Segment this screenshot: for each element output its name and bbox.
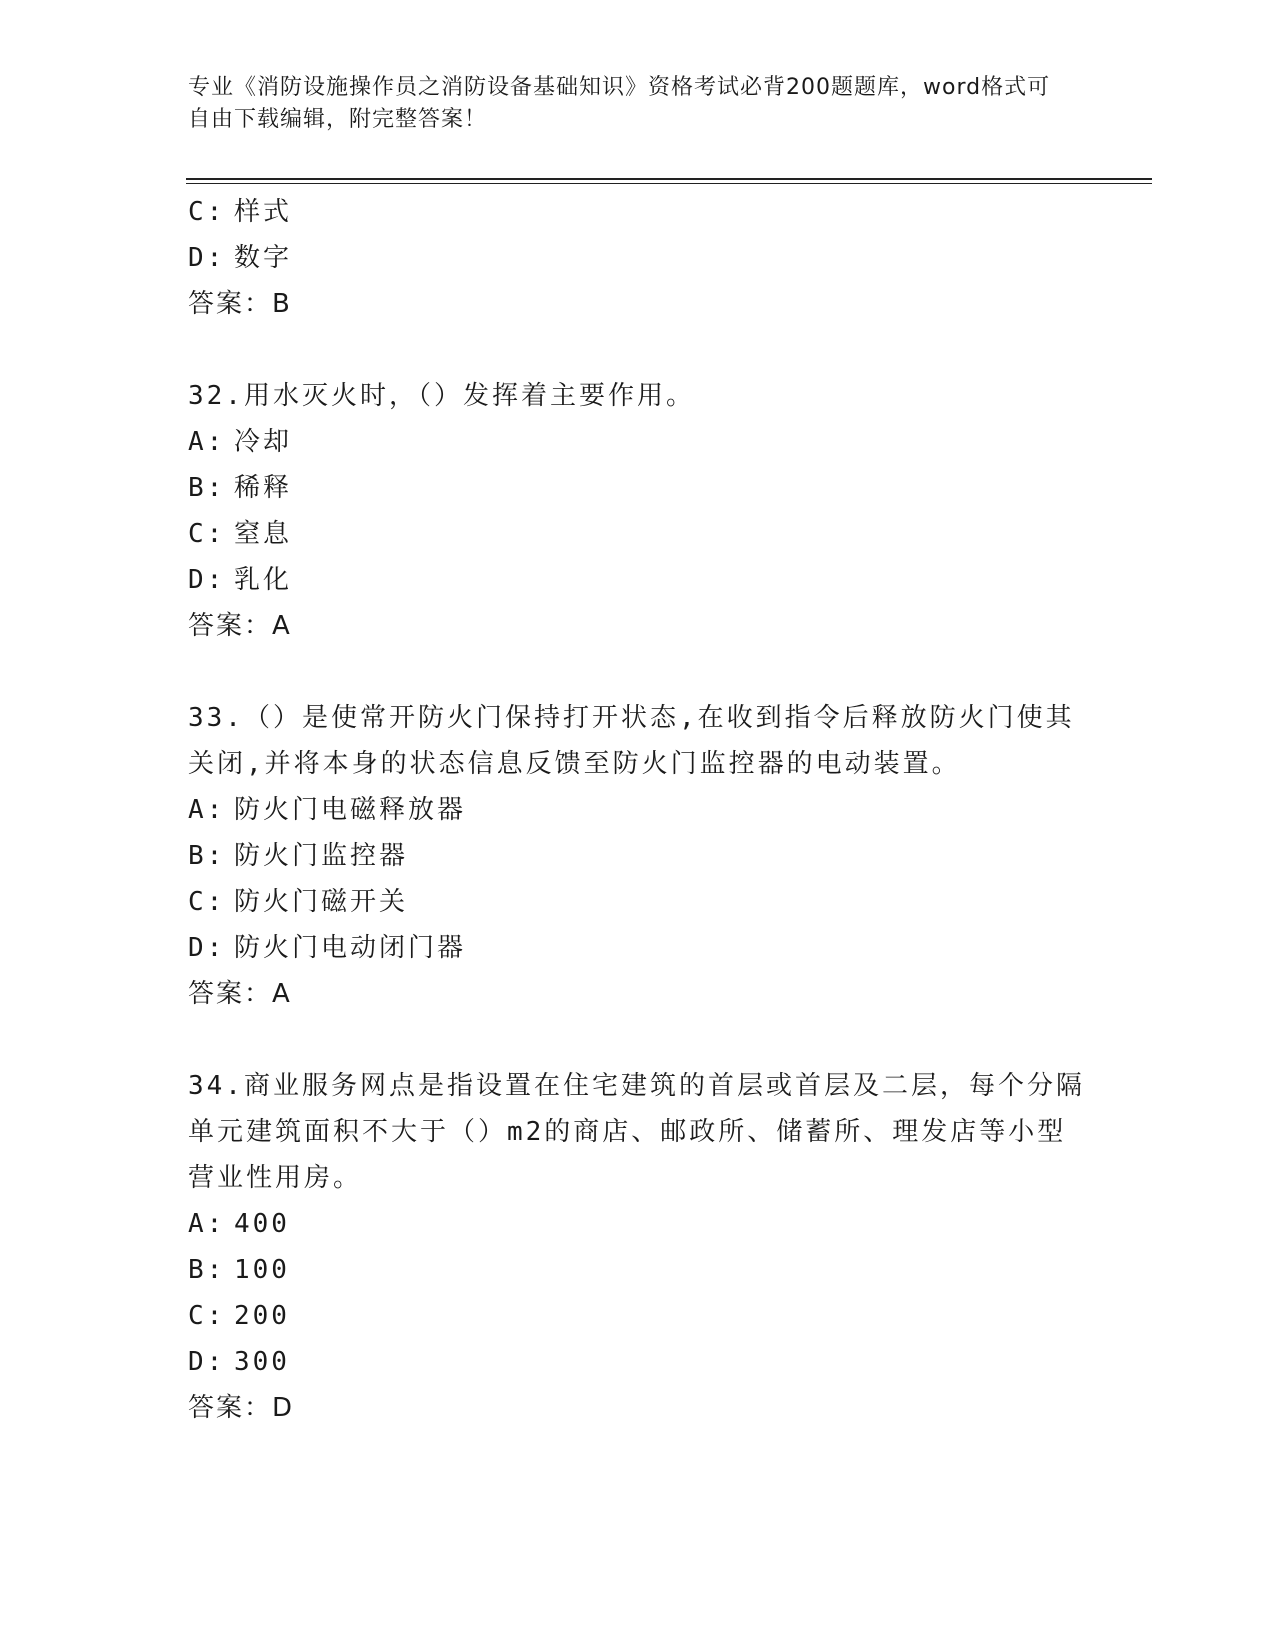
- document-body: [188, 189, 1088, 1431]
- option-letter: A:: [188, 427, 226, 457]
- option-b: [188, 833, 1088, 879]
- question-stem: 32.用水灭火时，（）发挥着主要作用。: [188, 381, 695, 411]
- option-a: [188, 787, 1088, 833]
- answer-line: 答案：A: [188, 979, 292, 1009]
- option-text: 数字: [234, 243, 293, 273]
- option-a: [188, 419, 1088, 465]
- option-c: [188, 511, 1088, 557]
- option-text: 300: [234, 1347, 290, 1377]
- option-letter: B:: [188, 841, 226, 871]
- spacer: [188, 649, 1088, 695]
- option-letter: C:: [188, 1301, 226, 1331]
- option-text: 稀释: [234, 473, 293, 503]
- answer-line: 答案：D: [188, 1393, 295, 1423]
- option-letter: D:: [188, 243, 226, 273]
- question-stem: 33.（）是使常开防火门保持打开状态,在收到指令后释放防火门使其关闭,并将本身的状态信息反馈至防火门监控器的电动装置。: [188, 703, 1075, 779]
- option-letter: D:: [188, 565, 226, 595]
- option-letter: A:: [188, 1209, 226, 1239]
- option-b: [188, 465, 1088, 511]
- option-letter: D:: [188, 933, 226, 963]
- option-d: [188, 557, 1088, 603]
- option-d: [188, 1339, 1088, 1385]
- option-c: [188, 1293, 1088, 1339]
- option-d: [188, 235, 1088, 281]
- option-text: 防火门电磁释放器: [234, 795, 467, 825]
- option-text: 防火门监控器: [234, 841, 409, 871]
- option-c: [188, 189, 1088, 235]
- option-d: [188, 925, 1088, 971]
- option-text: 乳化: [234, 565, 293, 595]
- header-rule-thick: [186, 178, 1152, 180]
- option-text: 冷却: [234, 427, 293, 457]
- option-text: 窒息: [234, 519, 293, 549]
- spacer: [188, 1017, 1088, 1063]
- page-header: 专业《消防设施操作员之消防设备基础知识》资格考试必背200题题库，word格式可自由下载编辑，附完整答案！: [188, 75, 1051, 132]
- option-text: 防火门磁开关: [234, 887, 409, 917]
- option-b: [188, 1247, 1088, 1293]
- option-letter: B:: [188, 1255, 226, 1285]
- option-letter: A:: [188, 795, 226, 825]
- spacer: [188, 327, 1088, 373]
- option-text: 100: [234, 1255, 290, 1285]
- question-stem: 34.商业服务网点是指设置在住宅建筑的首层或首层及二层，每个分隔单元建筑面积不大于（）m2的商店、邮政所、储蓄所、理发店等小型营业性用房。: [188, 1071, 1085, 1193]
- header-rule-thin: [186, 183, 1152, 184]
- option-c: [188, 879, 1088, 925]
- option-letter: D:: [188, 1347, 226, 1377]
- option-letter: B:: [188, 473, 226, 503]
- option-a: [188, 1201, 1088, 1247]
- option-letter: C:: [188, 887, 226, 917]
- option-text: 样式: [234, 197, 293, 227]
- answer-line: 答案：B: [188, 289, 292, 319]
- answer-line: 答案：A: [188, 611, 292, 641]
- option-text: 400: [234, 1209, 290, 1239]
- option-text: 200: [234, 1301, 290, 1331]
- option-letter: C:: [188, 197, 226, 227]
- option-text: 防火门电动闭门器: [234, 933, 467, 963]
- option-letter: C:: [188, 519, 226, 549]
